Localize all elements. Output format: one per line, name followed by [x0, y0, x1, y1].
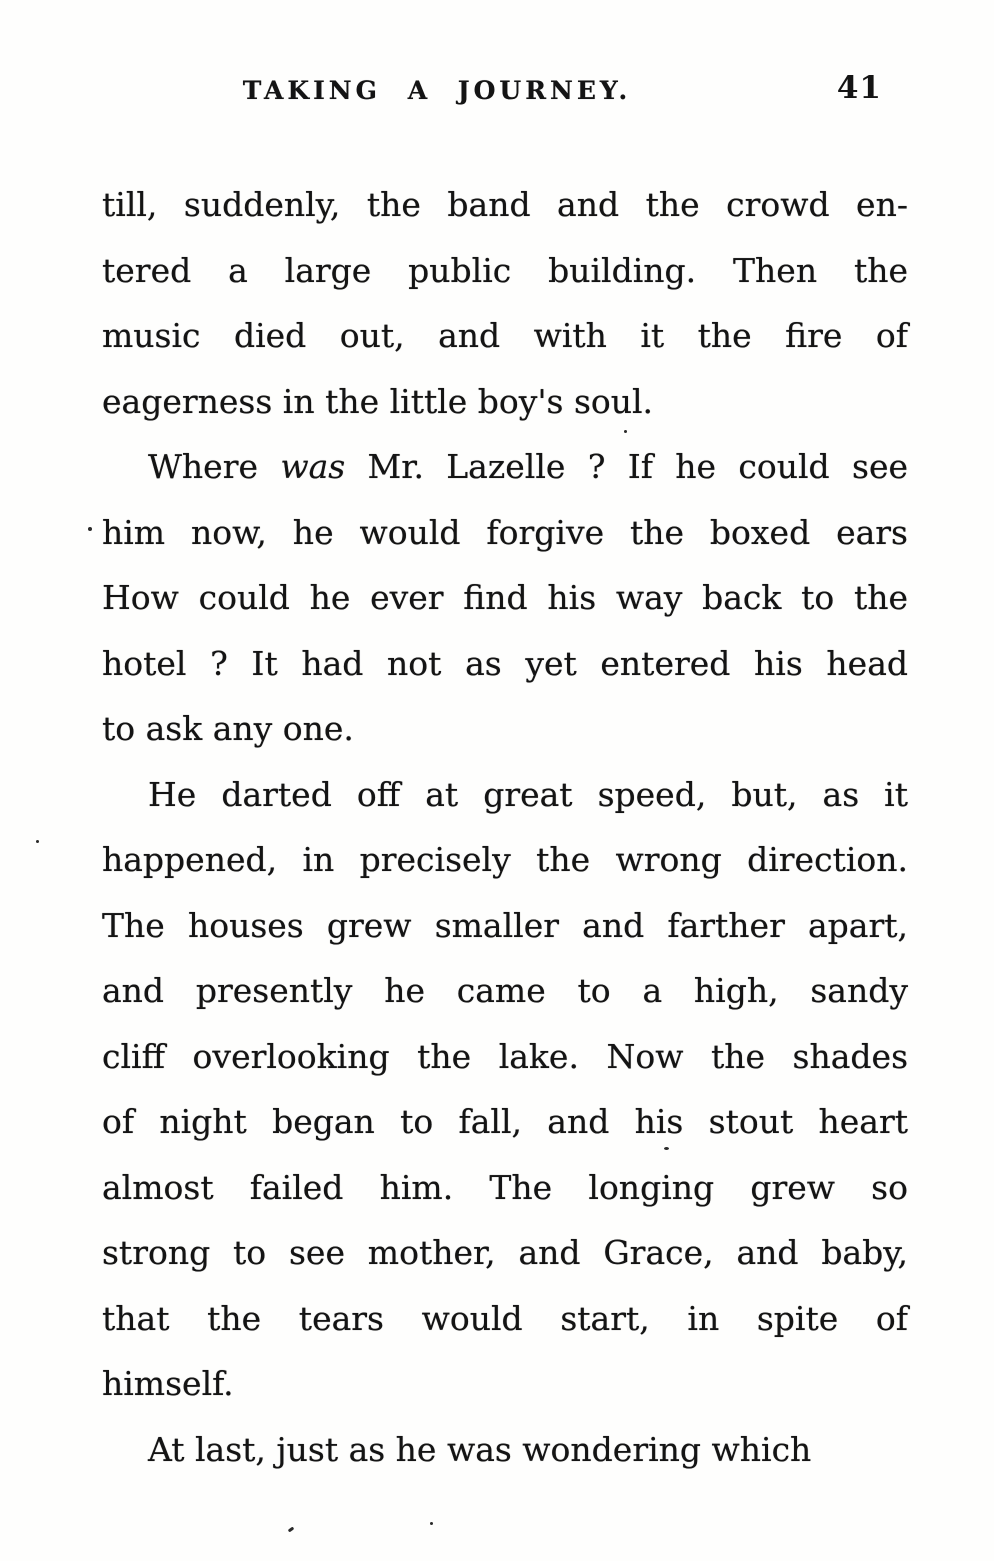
- text-line: He darted off at great speed, but, as it: [148, 774, 908, 814]
- text-line: himself.: [102, 1364, 234, 1403]
- text-line: almost failed him. The longing grew so: [102, 1167, 908, 1207]
- text-line: The houses grew smaller and farther apart,: [102, 905, 908, 945]
- page-title: TAKING A JOURNEY.: [242, 76, 632, 105]
- body-text: [102, 172, 908, 1482]
- page-number: 41: [836, 70, 882, 106]
- italic-text-segment: was: [280, 447, 346, 486]
- text-line: How could he ever find his way back to the: [102, 578, 908, 617]
- text-segment: Where: [148, 447, 281, 486]
- text-line: him now, he would forgive the boxed ears: [102, 512, 908, 552]
- text-line: [102, 434, 908, 500]
- scan-speck: [88, 527, 92, 531]
- scan-speck: [430, 1522, 433, 1525]
- text-line: At last, just as he was wondering which: [148, 1429, 812, 1469]
- scan-speck: [36, 840, 39, 843]
- text-line: and presently he came to a high, sandy: [102, 971, 908, 1010]
- text-line: happened, in precisely the wrong direction.: [102, 840, 908, 879]
- text-line: tered a large public building. Then the: [102, 250, 908, 290]
- scan-speck: [624, 430, 627, 433]
- text-line: of night began to fall, and his stout heart: [102, 1102, 908, 1141]
- text-line: strong to see mother, and Grace, and baby,: [102, 1233, 908, 1272]
- text-line: music died out, and with it the fire of: [102, 316, 908, 355]
- text-line: hotel ? It had not as yet entered his head: [102, 643, 908, 683]
- text-line: cliff overlooking the lake. Now the shades: [102, 1036, 908, 1076]
- scan-speck: [664, 1147, 669, 1150]
- text-line: to ask any one.: [102, 709, 354, 748]
- text-segment: Mr. Lazelle ? If he could see: [345, 447, 908, 486]
- text-line: that the tears would start, in spite of: [102, 1298, 908, 1338]
- scan-speck: [288, 1527, 295, 1533]
- text-line: eagerness in the little boy's soul.: [102, 381, 654, 421]
- text-line: till, suddenly, the band and the crowd en-: [102, 185, 908, 224]
